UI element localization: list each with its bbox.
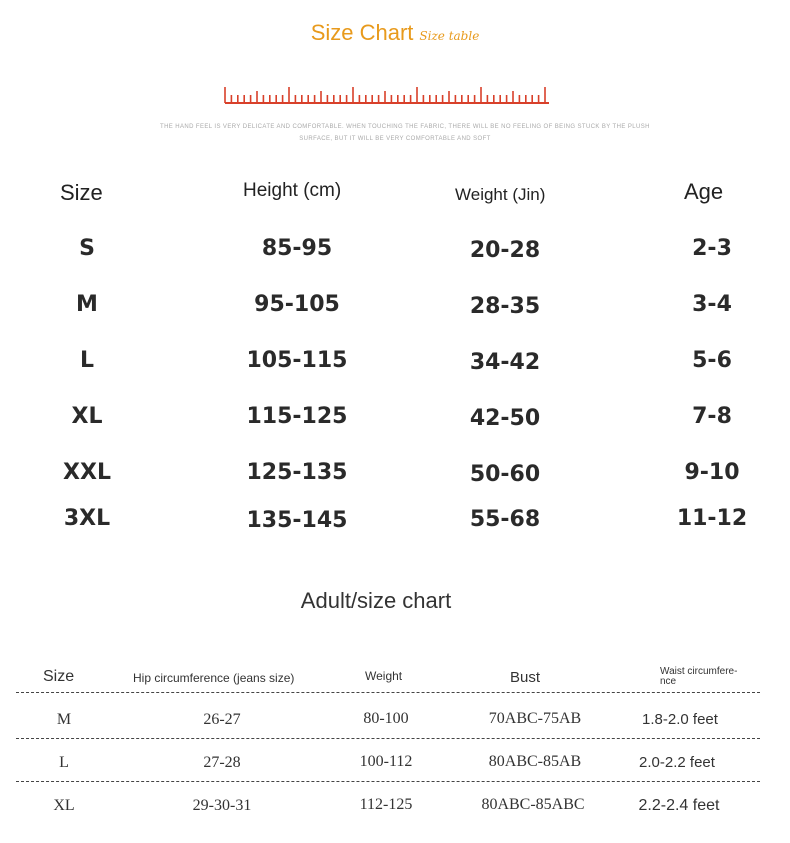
- page-subtitle: Size table: [419, 29, 480, 43]
- kids-cell-age: 2-3: [692, 236, 732, 261]
- adult-cell-bust: 80ABC-85ABC: [481, 796, 585, 813]
- adult-cell-waist: 2.2-2.4 feet: [638, 797, 720, 814]
- kids-cell-age: 7-8: [692, 404, 732, 429]
- kids-cell-age: 3-4: [692, 292, 732, 317]
- page-title: Size Chart: [310, 20, 414, 45]
- kids-cell-height: 105-115: [246, 348, 348, 373]
- adult-header-hip: Hip circumference (jeans size): [133, 671, 295, 685]
- adult-cell-size: L: [59, 754, 69, 771]
- kids-cell-weight: 28-35: [469, 294, 541, 319]
- adult-header-waist-line2: nce: [660, 676, 677, 687]
- divider: [16, 692, 760, 693]
- kids-header-age: Age: [684, 179, 724, 204]
- kids-cell-height: 135-145: [246, 508, 348, 533]
- kids-cell-size: L: [79, 348, 95, 373]
- kids-cell-weight: 20-28: [469, 238, 541, 263]
- kids-cell-age: 9-10: [684, 460, 740, 485]
- adult-cell-hip: 27-28: [203, 754, 241, 771]
- size-chart-header: [0, 20, 790, 46]
- kids-cell-size: M: [76, 292, 98, 317]
- adult-header-weight: Weight: [365, 669, 403, 683]
- tagline-line-1: THE HAND FEEL IS VERY DELICATE AND COMFORTABLE. WHEN TOUCHING THE FABRIC, THERE WILL BE NO FEELING OF BEING STUCK BY THE PLUSH: [160, 124, 650, 130]
- kids-cell-weight: 50-60: [469, 462, 541, 487]
- kids-cell-weight: 55-68: [469, 507, 541, 532]
- adult-cell-weight: 80-100: [363, 710, 409, 727]
- kids-cell-size: 3XL: [63, 506, 111, 531]
- kids-cell-weight: 42-50: [469, 406, 541, 431]
- kids-cell-size: S: [79, 236, 95, 261]
- kids-cell-age: 5-6: [692, 348, 732, 373]
- kids-cell-height: 115-125: [246, 404, 348, 429]
- adult-header-size: Size: [43, 668, 75, 685]
- tagline-line-2: SURFACE, BUT IT WILL BE VERY COMFORTABLE AND SOFT: [299, 136, 491, 142]
- adult-cell-weight: 112-125: [359, 796, 413, 813]
- adult-cell-hip: 26-27: [203, 711, 241, 728]
- adult-cell-size: M: [56, 711, 72, 728]
- adult-cell-waist: 1.8-2.0 feet: [642, 711, 718, 728]
- adult-cell-size: XL: [53, 797, 75, 814]
- adult-cell-waist: 2.0-2.2 feet: [639, 754, 715, 771]
- kids-cell-age: 11-12: [676, 506, 748, 531]
- adult-cell-weight: 100-112: [359, 753, 413, 770]
- adult-header-bust: Bust: [510, 669, 541, 686]
- kids-header-height: Height (cm): [243, 180, 342, 201]
- adult-cell-bust: 80ABC-85AB: [488, 753, 582, 770]
- kids-cell-size: XXL: [63, 460, 111, 485]
- kids-cell-height: 85-95: [261, 236, 333, 261]
- kids-header-size: Size: [60, 180, 103, 205]
- divider: [16, 781, 760, 782]
- divider: [16, 738, 760, 739]
- kids-cell-size: XL: [71, 404, 103, 429]
- adult-chart-title: Adult/size chart: [300, 588, 452, 613]
- kids-cell-height: 125-135: [246, 460, 348, 485]
- adult-cell-hip: 29-30-31: [192, 797, 252, 814]
- kids-header-weight: Weight (Jin): [455, 185, 546, 204]
- kids-cell-weight: 34-42: [469, 350, 541, 375]
- adult-cell-bust: 70ABC-75AB: [488, 710, 582, 727]
- kids-cell-height: 95-105: [254, 292, 340, 317]
- adult-header-waist: [660, 667, 737, 687]
- adult-header-waist-line1: Waist circumfere-: [660, 666, 738, 677]
- ruler-decoration: [224, 86, 550, 104]
